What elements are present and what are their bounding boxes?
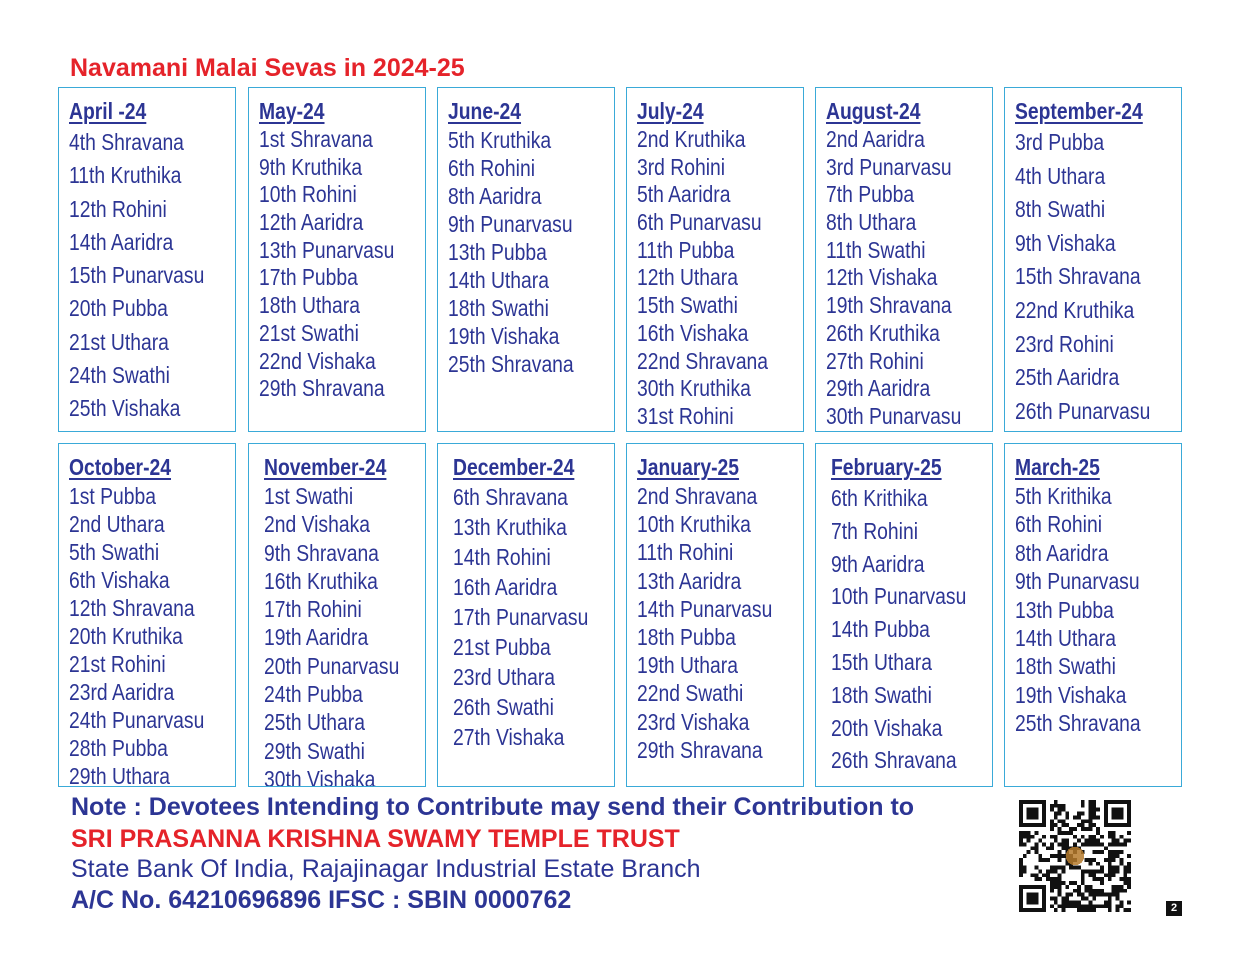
seva-date-item: 17th Rohini bbox=[264, 596, 362, 623]
seva-date-item: 13th Kruthika bbox=[453, 514, 567, 540]
seva-date-list bbox=[1015, 482, 1181, 738]
seva-date-item: 1st Shravana bbox=[259, 126, 373, 152]
seva-date-item: 19th Uthara bbox=[637, 652, 738, 679]
seva-date-item: 30th Kruthika bbox=[637, 375, 751, 402]
seva-date-item: 2nd Aaridra bbox=[826, 126, 925, 152]
seva-date-item: 9th Punarvasu bbox=[448, 211, 573, 237]
bank-branch: State Bank Of India, Rajajinagar Industrial Estate Branch bbox=[71, 855, 701, 883]
seva-date-item: 13th Aaridra bbox=[637, 567, 742, 594]
seva-date-item: 11th Pubba bbox=[637, 236, 735, 263]
seva-date-item: 10th Rohini bbox=[259, 181, 357, 208]
seva-date-item: 14th Rohini bbox=[453, 544, 551, 570]
seva-date-item: 5th Krithika bbox=[1015, 483, 1112, 509]
month-box bbox=[58, 443, 236, 787]
month-name: March-25 bbox=[1015, 454, 1100, 480]
seva-date-item: 28th Pubba bbox=[69, 735, 168, 761]
seva-date-item: 18th Swathi bbox=[831, 681, 932, 708]
seva-date-list bbox=[259, 126, 425, 403]
seva-date-item: 24th Pubba bbox=[264, 681, 363, 708]
seva-date-item: 27th Vishaka bbox=[453, 724, 565, 750]
month-name: August-24 bbox=[826, 98, 921, 124]
seva-date-item: 11th Swathi bbox=[826, 236, 926, 263]
seva-date-item: 14th Uthara bbox=[448, 267, 549, 293]
seva-date-item: 21st Uthara bbox=[69, 328, 169, 355]
contribution-note: Note : Devotees Intending to Contribute may send their Contribution to bbox=[71, 793, 915, 821]
month-box bbox=[1004, 443, 1182, 787]
seva-date-item: 17th Punarvasu bbox=[453, 604, 589, 630]
seva-date-item: 11th Rohini bbox=[637, 539, 734, 566]
month-box bbox=[58, 87, 236, 432]
seva-date-item: 23rd Aaridra bbox=[69, 679, 175, 705]
seva-date-list bbox=[637, 126, 803, 431]
seva-date-item: 8th Aaridra bbox=[448, 183, 542, 209]
seva-date-item: 25th Vishaka bbox=[69, 395, 181, 422]
seva-date-item: 5th Aaridra bbox=[637, 181, 731, 208]
seva-date-item: 2nd Uthara bbox=[69, 511, 165, 537]
seva-date-item: 21st Pubba bbox=[453, 634, 551, 660]
seva-date-item: 26th Punarvasu bbox=[1015, 397, 1151, 424]
seva-date-item: 19th Aaridra bbox=[264, 624, 369, 651]
seva-date-item: 21st Swathi bbox=[259, 319, 359, 346]
seva-date-item: 14th Aaridra bbox=[69, 228, 174, 255]
seva-date-item: 22nd Vishaka bbox=[259, 347, 376, 374]
month-name: October-24 bbox=[69, 454, 172, 480]
seva-date-item: 29th Uthara bbox=[69, 763, 170, 787]
seva-date-item: 9th Shravana bbox=[264, 539, 379, 566]
seva-date-item: 4th Shravana bbox=[69, 129, 184, 155]
month-box bbox=[248, 87, 426, 432]
seva-date-item: 17th Pubba bbox=[259, 264, 358, 291]
seva-date-item: 30th Vishaka bbox=[264, 765, 376, 787]
seva-date-item: 15th Punarvasu bbox=[69, 262, 205, 289]
seva-date-item: 6th Rohini bbox=[448, 155, 536, 181]
month-name: December-24 bbox=[453, 454, 575, 480]
seva-date-item: 12th Shravana bbox=[69, 595, 195, 621]
seva-date-item: 6th Punarvasu bbox=[637, 209, 762, 236]
month-box bbox=[815, 87, 993, 432]
seva-date-item: 3rd Punarvasu bbox=[826, 153, 952, 180]
month-name: May-24 bbox=[259, 98, 325, 124]
seva-date-item: 12th Vishaka bbox=[826, 264, 938, 291]
month-name: November-24 bbox=[264, 454, 387, 480]
seva-date-item: 6th Krithika bbox=[831, 485, 928, 511]
seva-date-item: 7th Rohini bbox=[831, 517, 919, 544]
seva-date-list bbox=[831, 482, 992, 777]
seva-date-item: 22nd Kruthika bbox=[1015, 296, 1135, 323]
seva-date-item: 14th Uthara bbox=[1015, 624, 1116, 651]
seva-date-item: 1st Pubba bbox=[69, 483, 157, 509]
seva-date-item: 19th Vishaka bbox=[448, 323, 560, 349]
seva-date-list bbox=[69, 126, 235, 426]
seva-date-item: 22nd Swathi bbox=[637, 680, 744, 707]
month-box bbox=[437, 87, 615, 432]
seva-date-item: 15th Swathi bbox=[637, 292, 738, 319]
seva-date-item: 16th Aaridra bbox=[453, 574, 558, 600]
seva-date-item: 4th Uthara bbox=[1015, 162, 1106, 189]
seva-date-item: 29th Swathi bbox=[264, 737, 365, 764]
seva-date-item: 2nd Shravana bbox=[637, 483, 758, 509]
seva-date-item: 15th Uthara bbox=[831, 648, 932, 675]
seva-date-item: 6th Vishaka bbox=[69, 567, 170, 593]
month-box bbox=[626, 87, 804, 432]
seva-date-item: 18th Swathi bbox=[448, 295, 549, 321]
seva-date-list bbox=[826, 126, 992, 431]
seva-date-item: 12th Aaridra bbox=[259, 209, 364, 236]
seva-date-item: 12th Rohini bbox=[69, 195, 167, 222]
seva-calendar-grid bbox=[58, 87, 1184, 787]
seva-date-item: 8th Aaridra bbox=[1015, 539, 1109, 566]
seva-date-item: 11th Kruthika bbox=[69, 162, 182, 189]
seva-date-item: 3rd Rohini bbox=[637, 153, 726, 180]
seva-date-item: 2nd Vishaka bbox=[264, 511, 370, 538]
seva-date-item: 10th Punarvasu bbox=[831, 583, 967, 610]
seva-date-item: 25th Shravana bbox=[1015, 710, 1141, 737]
seva-date-item: 8th Swathi bbox=[1015, 196, 1106, 223]
seva-date-item: 7th Pubba bbox=[826, 181, 915, 208]
seva-date-item: 14th Punarvasu bbox=[637, 595, 773, 622]
seva-date-item: 31st Rohini bbox=[637, 402, 734, 429]
seva-date-item: 15th Shravana bbox=[1015, 263, 1141, 290]
seva-date-item: 29th Shravana bbox=[259, 375, 385, 402]
page-title: Navamani Malai Sevas in 2024-25 bbox=[70, 54, 465, 82]
seva-date-item: 2nd Kruthika bbox=[637, 126, 746, 152]
seva-date-item: 3rd Pubba bbox=[1015, 129, 1105, 155]
seva-date-item: 29th Shravana bbox=[637, 736, 763, 763]
month-name: September-24 bbox=[1015, 98, 1143, 124]
seva-date-item: 23rd Uthara bbox=[453, 664, 556, 690]
seva-date-item: 6th Rohini bbox=[1015, 511, 1103, 538]
seva-date-item: 24th Punarvasu bbox=[69, 707, 205, 733]
seva-date-list bbox=[637, 482, 803, 764]
seva-date-item: 20th Vishaka bbox=[831, 714, 943, 741]
seva-date-item: 19th Shravana bbox=[826, 292, 952, 319]
seva-date-list bbox=[69, 482, 235, 787]
seva-date-item: 26th Shravana bbox=[831, 747, 957, 774]
seva-date-item: 20th Punarvasu bbox=[264, 652, 400, 679]
seva-date-item: 24th Swathi bbox=[69, 362, 170, 389]
seva-date-item: 20th Kruthika bbox=[69, 623, 183, 649]
seva-date-item: 21st Rohini bbox=[69, 651, 166, 677]
seva-date-item: 5th Kruthika bbox=[448, 127, 552, 153]
month-name: July-24 bbox=[637, 98, 704, 124]
seva-date-item: 23rd Vishaka bbox=[637, 708, 750, 735]
month-box bbox=[248, 443, 426, 787]
seva-date-item: 25th Aaridra bbox=[1015, 364, 1120, 391]
seva-date-item: 9th Punarvasu bbox=[1015, 568, 1140, 595]
seva-date-list bbox=[1015, 126, 1181, 428]
seva-date-item: 12th Uthara bbox=[637, 264, 738, 291]
seva-date-item: 23rd Rohini bbox=[1015, 330, 1114, 357]
month-name: April -24 bbox=[69, 98, 147, 124]
seva-date-item: 26th Kruthika bbox=[826, 319, 940, 346]
seva-date-item: 14th Pubba bbox=[831, 616, 930, 643]
seva-date-item: 16th Vishaka bbox=[637, 319, 749, 346]
seva-date-item: 13th Pubba bbox=[448, 239, 547, 265]
seva-date-item: 16th Kruthika bbox=[264, 567, 378, 594]
seva-date-item: 13th Pubba bbox=[1015, 596, 1114, 623]
month-box bbox=[437, 443, 615, 787]
seva-date-item: 27th Rohini bbox=[826, 347, 924, 374]
seva-date-item: 22nd Shravana bbox=[637, 347, 769, 374]
account-details: A/C No. 64210696896 IFSC : SBIN 0000762 bbox=[71, 886, 572, 914]
seva-date-item: 5th Swathi bbox=[69, 539, 160, 565]
seva-date-item: 30th Punarvasu bbox=[826, 402, 962, 429]
seva-date-item: 9th Vishaka bbox=[1015, 229, 1116, 256]
month-box bbox=[626, 443, 804, 787]
seva-date-item: 18th Uthara bbox=[259, 292, 360, 319]
seva-date-list bbox=[448, 126, 614, 378]
seva-date-item: 18th Pubba bbox=[637, 623, 736, 650]
seva-date-list bbox=[453, 482, 614, 752]
seva-date-item: 9th Kruthika bbox=[259, 153, 363, 180]
month-name: January-25 bbox=[637, 454, 740, 480]
seva-date-item: 29th Aaridra bbox=[826, 375, 931, 402]
qr-code-icon bbox=[1019, 800, 1131, 912]
month-name: June-24 bbox=[448, 98, 522, 124]
month-box bbox=[1004, 87, 1182, 432]
seva-date-item: 6th Shravana bbox=[453, 484, 568, 510]
seva-date-item: 1st Swathi bbox=[264, 483, 354, 509]
seva-date-item: 18th Swathi bbox=[1015, 653, 1116, 680]
trust-name: SRI PRASANNA KRISHNA SWAMY TEMPLE TRUST bbox=[71, 825, 680, 853]
seva-date-list bbox=[264, 482, 425, 787]
seva-date-item: 25th Uthara bbox=[264, 709, 365, 736]
seva-date-item: 20th Pubba bbox=[69, 295, 168, 322]
month-name: February-25 bbox=[831, 454, 942, 480]
page-number: 2 bbox=[1166, 901, 1182, 916]
seva-date-item: 8th Uthara bbox=[826, 209, 917, 236]
seva-date-item: 25th Shravana bbox=[448, 351, 574, 377]
seva-date-item: 19th Vishaka bbox=[1015, 681, 1127, 708]
seva-date-item: 13th Punarvasu bbox=[259, 236, 395, 263]
month-box bbox=[815, 443, 993, 787]
seva-date-item: 9th Aaridra bbox=[831, 550, 925, 577]
seva-date-item: 10th Kruthika bbox=[637, 511, 751, 538]
seva-date-item: 26th Swathi bbox=[453, 694, 554, 720]
